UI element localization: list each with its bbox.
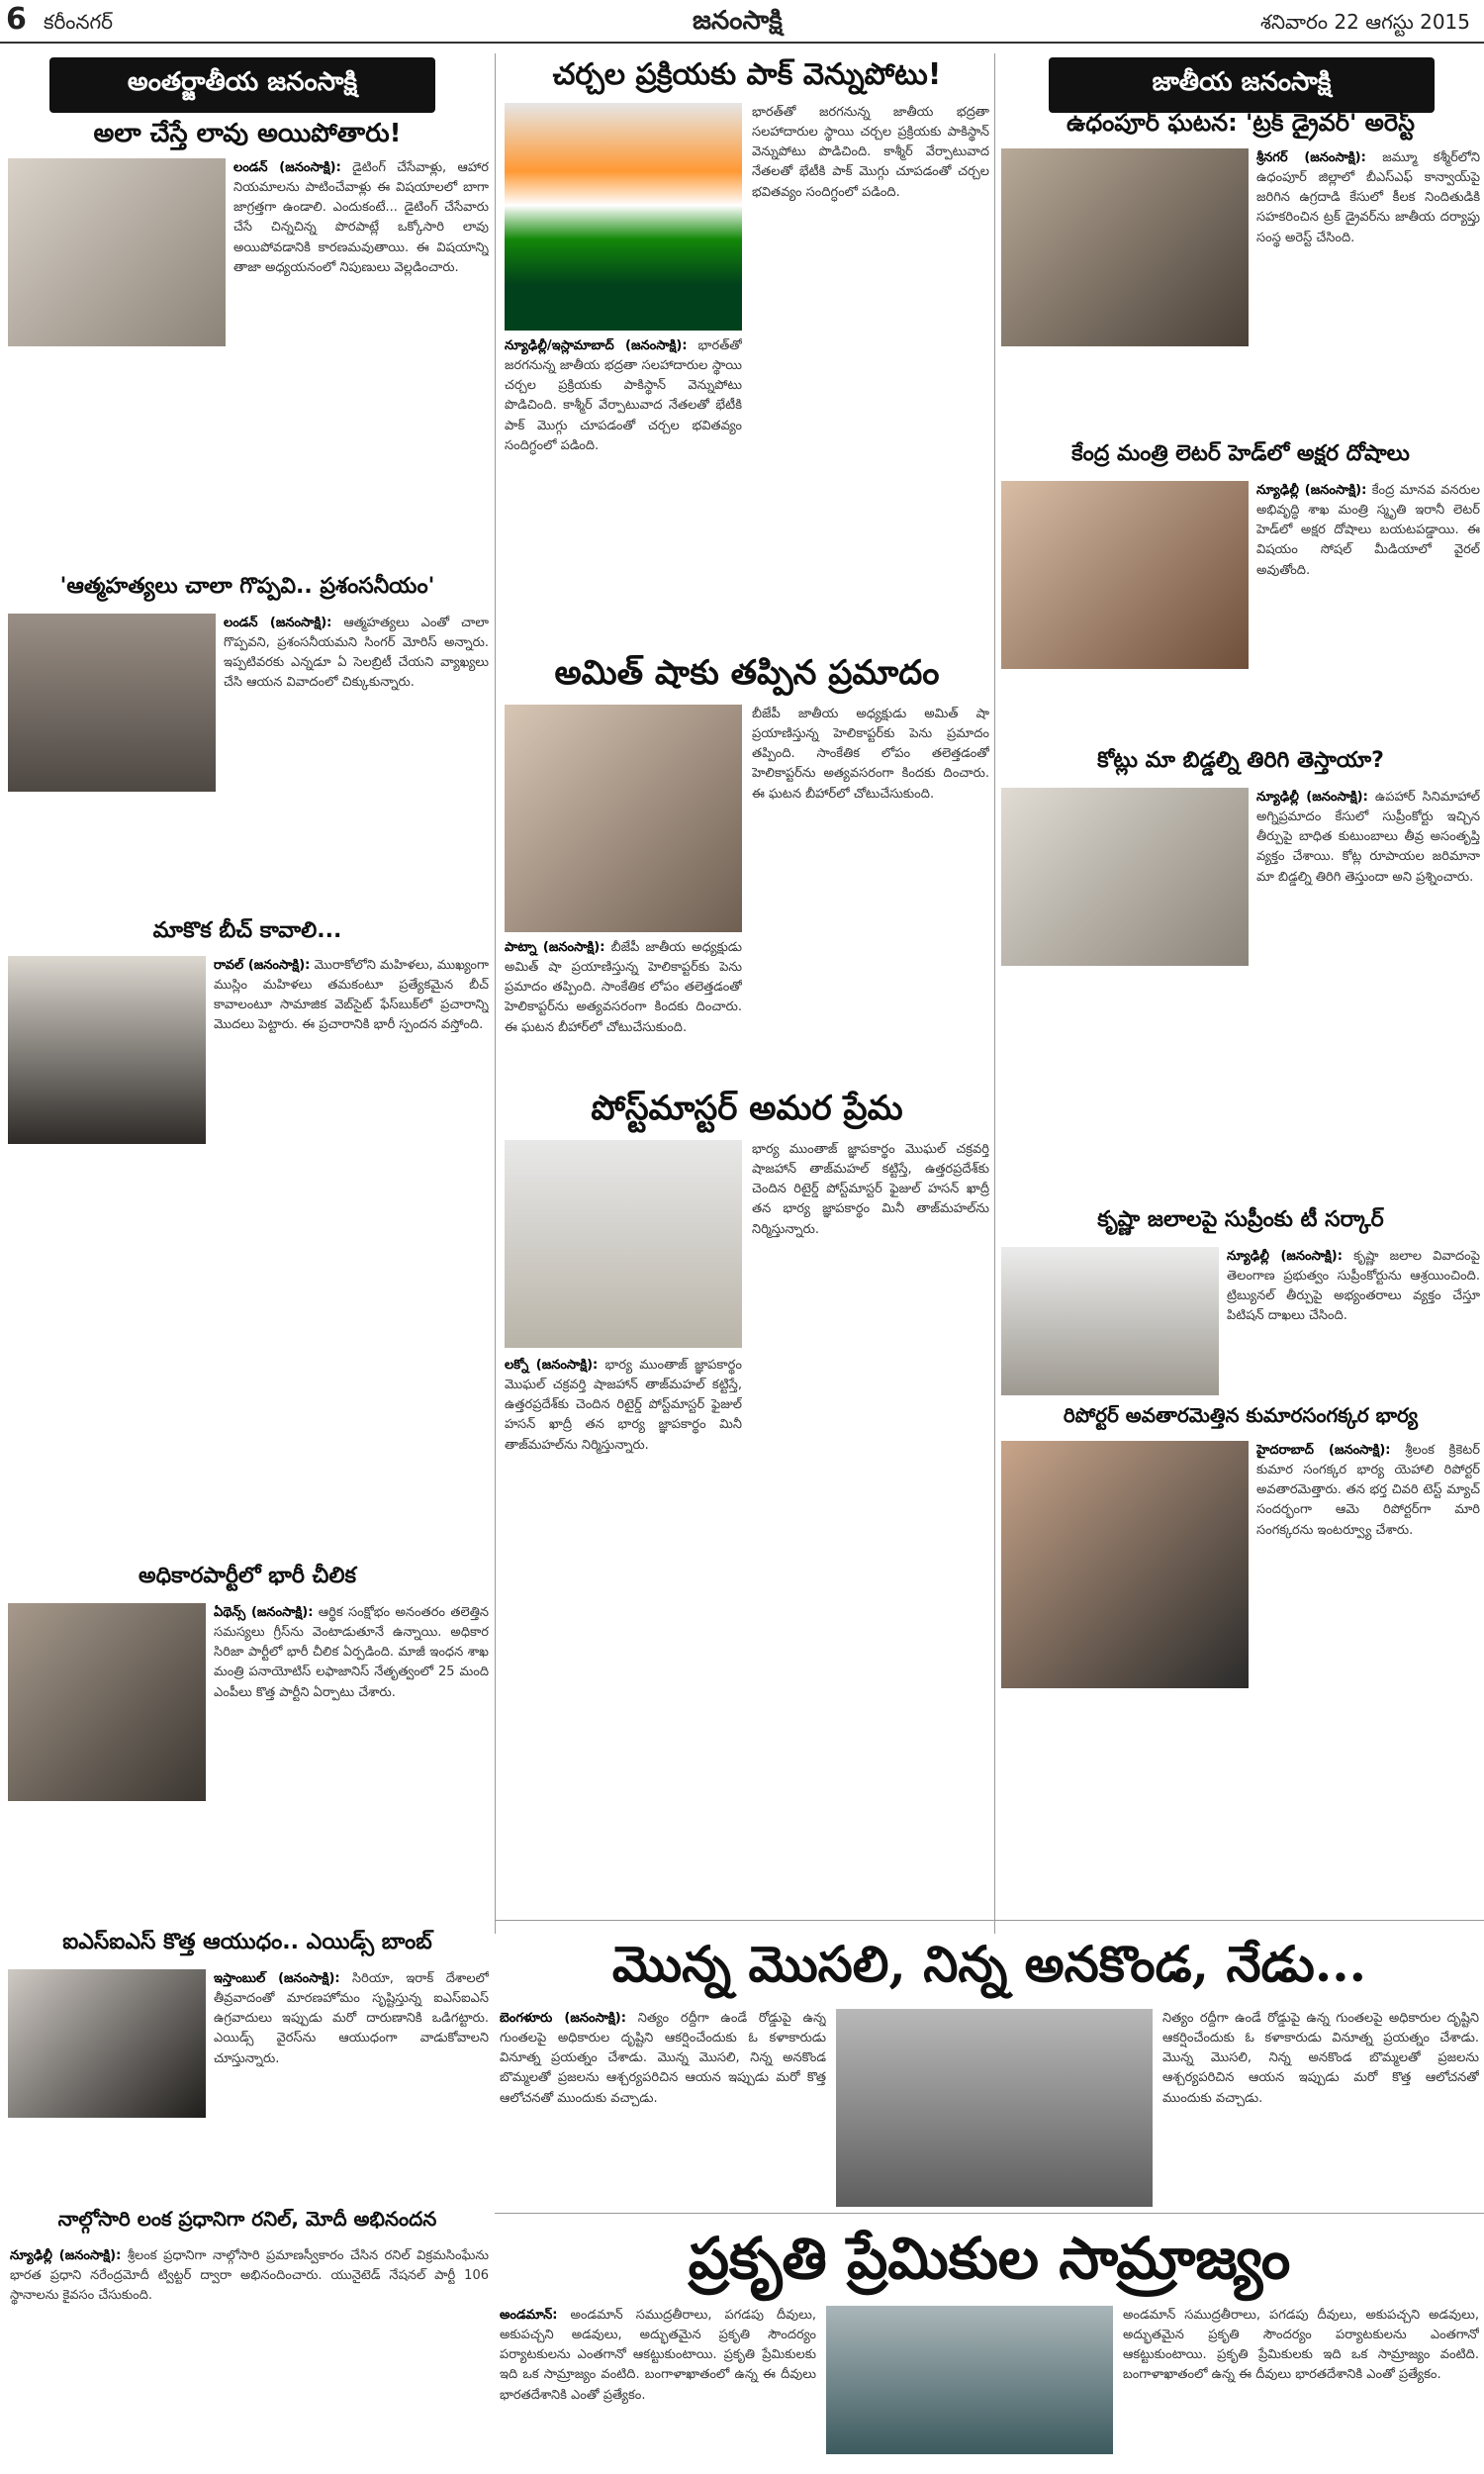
article-body-continued: భారత్‌తో జరగనున్న జాతీయ భద్రతా సలహాదారుల స్థాయి చర్చల ప్రక్రియకు పాకిస్థాన్ వెన్నుపోటు పొడిచింది. కాశ్మీర్ వేర్పాటువాద నేతలతో భేటీకి పాక్ మొగ్గు చూపడంతో చర్చల భవితవ్యం సందిగ్ధంలో పడింది. [752,105,989,200]
dateline: ఇస్తాంబుల్ (జనంసాక్షి): [214,1971,340,1986]
article-photo [1001,788,1249,966]
taj-photo [505,1140,742,1348]
article-headline: కోట్లు మా బిడ్డల్ని తిరిగి తెస్తాయా? [1097,748,1384,773]
feature-photo [826,2306,1113,2454]
dateline: బెంగళూరు (జనంసాక్షి): [500,2011,626,2026]
dateline: న్యూఢిల్లీ (జనంసాక్షి): [1256,790,1368,805]
article-body: లక్నో (జనంసాక్షి): భార్య ముంతాజ్ జ్ఞాపకార్థం మొఘల్ చక్రవర్తి షాజహాన్ తాజ్‌మహల్ కట్టిస్తే, ఉత్తరప్రదేశ్‌కు చెందిన రిటైర్డ్ పోస్ట్‌మాస్టర్ ఫైజుల్ హసన్ ఖాద్రీ తన భార్య జ్ఞాపకార్థం మినీ తాజ్‌మహల్‌ను నిర్మిస్తున్నారు. [505,1358,742,1453]
article-headline: కృష్ణా జలాలపై సుప్రీంకు టీ సర్కార్ [1097,1207,1384,1232]
article-headline: మాకొక బీచ్ కావాలి... [152,918,342,943]
article-body: న్యూఢిల్లీ/ఇస్లామాబాద్ (జనంసాక్షి): భారత్‌తో జరగనున్న జాతీయ భద్రతా సలహాదారుల స్థాయి చర్చల ప్రక్రియకు పాకిస్థాన్ వెన్నుపోటు పొడిచింది. కాశ్మీర్ వేర్పాటువాద నేతలతో భేటీకి పాక్ మొగ్గు చూపడంతో చర్చల భవితవ్యం సందిగ్ధంలో పడింది. [505,338,742,453]
article-body: న్యూఢిల్లీ (జనంసాక్షి): ఉపహార్ సినిమాహాల్ అగ్నిప్రమాదం కేసులో సుప్రీంకోర్టు ఇచ్చిన తీర్పుపై బాధిత కుటుంబాలు తీవ్ర అసంతృప్తి వ్యక్తం చేశాయి. కోట్ల రూపాయల జరిమానా మా బిడ్డల్ని తిరిగి తెస్తుందా అని ప్రశ్నించారు. [1256,790,1480,885]
column-rule [495,53,496,1934]
article-headline: అలా చేస్తే లావు అయిపోతారు! [93,119,402,148]
masthead [0,0,1484,44]
article-photo [1001,1247,1219,1395]
article-body-continued: బీజేపీ జాతీయ అధ్యక్షుడు అమిత్ షా ప్రయాణిస్తున్న హెలికాప్టర్‌కు పెను ప్రమాదం తప్పింది. సాంకేతిక లోపం తలెత్తడంతో హెలికాప్టర్‌ను అత్యవసరంగా కిందకు దించారు. ఈ ఘటన బీహార్‌లో చోటుచేసుకుంది. [752,707,989,802]
dateline: లక్నో (జనంసాక్షి): [505,1358,599,1373]
dateline: న్యూఢిల్లీ (జనంసాక్షి): [1256,483,1367,498]
article-headline: చర్చల ప్రక్రియకు పాక్ వెన్నుపోటు! [552,57,942,92]
article-body: లండన్ (జనంసాక్షి): డైటింగ్ చేసేవాళ్లు, ఆహార నియమాలను పాటించేవాళ్లు ఈ విషయాలలో బాగా జాగ్రత్తగా ఉండాలి. ఎందుకంటే... డైటింగ్ చేసేవారు చేసే చిన్నచిన్న పొరపాట్లే ఒక్కోసారి లావు అయిపోవడానికి కారణమవుతాయి. ఈ విషయాన్ని తాజా అధ్యయనంలో నిపుణులు వెల్లడించారు. [233,160,489,275]
dateline: న్యూఢిల్లీ (జనంసాక్షి): [10,2248,122,2263]
article-headline: ఉధంపూర్ ఘటన: 'ట్రక్ డ్రైవర్' అరెస్ట్ [1067,109,1415,137]
paper-logo: జనంసాక్షి [693,6,783,36]
article-headline: 'ఆత్మహత్యలు చాలా గొప్పవి.. ప్రశంసనీయం' [59,574,435,599]
section-rule [495,1920,1484,1921]
article-body: పాట్నా (జనంసాక్షి): బీజేపీ జాతీయ అధ్యక్షుడు అమిత్ షా ప్రయాణిస్తున్న హెలికాప్టర్‌కు పెను ప్రమాదం తప్పింది. సాంకేతిక లోపం తలెత్తడంతో హెలికాప్టర్‌ను అత్యవసరంగా కిందకు దించారు. ఈ ఘటన బీహార్‌లో చోటుచేసుకుంది. [505,940,742,1035]
article-photo [8,614,216,792]
article-headline: అమిత్ షాకు తప్పిన ప్రమాదం [554,653,940,693]
article-headline: అధికారపార్టీలో భారీ చీలిక [138,1564,357,1588]
flags-photo [505,103,742,331]
article-headline: రిపోర్టర్ అవతారమెత్తిన కుమారసంగక్కర భార్య [1063,1403,1419,1427]
article-headline: పోస్ట్‌మాస్టర్ అమర ప్రేమ [591,1089,903,1128]
dateline: న్యూఢిల్లీ (జనంసాక్షి): [1227,1249,1343,1264]
article-body: లండన్ (జనంసాక్షి): ఆత్మహత్యలు ఎంతో చాలా గొప్పవని, ప్రశంసనీయమని సింగర్ మోరిస్ అన్నారు. ఇప్పటివరకు ఎన్నడూ ఏ సెలబ్రిటీ చేయని వ్యాఖ్యలు చేసి ఆయన వివాదంలో చిక్కుకున్నారు. [224,616,489,691]
dateline: పాట్నా (జనంసాక్షి): [505,940,605,955]
article-headline: నాల్గోసారి లంక ప్రధానిగా రనిల్, మోదీ అభినందన [57,2207,437,2231]
article-photo [8,1603,206,1801]
feature-headline: ప్రకృతి ప్రేమికుల సామ్రాజ్యం [688,2225,1291,2292]
dateline: ఏథెన్స్ (జనంసాక్షి): [214,1605,314,1620]
dateline: శ్రీనగర్ (జనంసాక్షి): [1256,150,1366,165]
article-body-continued: అండమాన్ సముద్రతీరాలు, పగడపు దీవులు, అకుపచ్చని అడవులు, అద్భుతమైన ప్రకృతి సౌందర్యం పర్యాటకులను ఎంతగానో ఆకట్టుకుంటాయి. ప్రకృతి ప్రేమికులకు ఇది ఒక సామ్రాజ్యం వంటిది. బంగాళాఖాతంలో ఉన్న ఈ దీవులు భారతదేశానికి ఎంతో ప్రత్యేకం. [1123,2308,1479,2383]
article-body: ఏథెన్స్ (జనంసాక్షి): ఆర్థిక సంక్షోభం అనంతరం తలెత్తిన సమస్యలు గ్రీస్‌ను వెంటాడుతూనే ఉన్నాయి. అధికార సిరిజా పార్టీలో భారీ చీలిక ఏర్పడింది. మాజీ ఇంధన శాఖ మంత్రి పనాయోటిస్ లఫాజానిస్ నేతృత్వంలో 25 మంది ఎంపీలు కొత్త పార్టీని ఏర్పాటు చేశారు. [214,1605,489,1700]
section-name: కరీంనగర్ [44,10,113,34]
article-photo [1001,1441,1249,1688]
portrait-photo [505,705,742,932]
article-body: న్యూఢిల్లీ (జనంసాక్షి): కేంద్ర మానవ వనరుల అభివృద్ధి శాఖ మంత్రి స్మృతి ఇరానీ లెటర్ హెడ్‌లో అక్షర దోషాలు బయటపడ్డాయి. ఈ విషయం సోషల్ మీడియాలో వైరల్ అవుతోంది. [1256,483,1480,578]
issue-date: శనివారం 22 ఆగస్టు 2015 [1260,10,1470,34]
article-photo [1001,481,1249,669]
article-body: న్యూఢిల్లీ (జనంసాక్షి): శ్రీలంక ప్రధానిగా నాల్గోసారి ప్రమాణస్వీకారం చేసిన రనిల్ విక్రమసింఘేను భారత ప్రధాని నరేంద్రమోదీ ట్విట్టర్ ద్వారా అభినందించారు. యునైటెడ్ నేషనల్ పార్టీ 106 స్థానాలను కైవసం చేసుకుంది. [10,2248,489,2304]
article-body: ఇస్తాంబుల్ (జనంసాక్షి): సిరియా, ఇరాక్ దేశాలలో తీవ్రవాదంతో మారణహోమం సృష్టిస్తున్న ఐఎస్ఐఎస్ ఉగ్రవాదులు ఇప్పుడు మరో దారుణానికి ఒడిగట్టారు. ఎయిడ్స్ వైరస్‌ను ఆయుధంగా వాడుకోవాలని చూస్తున్నారు. [214,1971,489,2066]
article-body: అండమాన్: అండమాన్ సముద్రతీరాలు, పగడపు దీవులు, అకుపచ్చని అడవులు, అద్భుతమైన ప్రకృతి సౌందర్యం పర్యాటకులను ఎంతగానో ఆకట్టుకుంటాయి. ప్రకృతి ప్రేమికులకు ఇది ఒక సామ్రాజ్యం వంటిది. బంగాళాఖాతంలో ఉన్న ఈ దీవులు భారతదేశానికి ఎంతో ప్రత్యేకం. [500,2308,816,2403]
dateline: హైదరాబాద్ (జనంసాక్షి): [1256,1443,1391,1458]
article-body-continued: భార్య ముంతాజ్ జ్ఞాపకార్థం మొఘల్ చక్రవర్తి షాజహాన్ తాజ్‌మహల్ కట్టిస్తే, ఉత్తరప్రదేశ్‌కు చెందిన రిటైర్డ్ పోస్ట్‌మాస్టర్ ఫైజుల్ హసన్ ఖాద్రీ తన భార్య జ్ఞాపకార్థం మినీ తాజ్‌మహల్‌ను నిర్మిస్తున్నారు. [752,1142,989,1237]
article-body: న్యూఢిల్లీ (జనంసాక్షి): కృష్ణా జలాల వివాదంపై తెలంగాణ ప్రభుత్వం సుప్రీంకోర్టును ఆశ్రయించింది. ట్రిబ్యునల్ తీర్పుపై అభ్యంతరాలు వ్యక్తం చేస్తూ పిటిషన్ దాఖలు చేసింది. [1227,1249,1480,1324]
national-banner: జాతీయ జనంసాక్షి [1049,57,1435,113]
article-headline: కేంద్ర మంత్రి లెటర్ హెడ్‌లో అక్షర దోషాలు [1071,441,1410,466]
dateline: న్యూఢిల్లీ/ఇస్లామాబాద్ (జనంసాక్షి): [505,338,688,353]
article-photo [8,956,206,1144]
article-body: హైదరాబాద్ (జనంసాక్షి): శ్రీలంక క్రికెటర్ కుమార సంగక్కర భార్య యెహాలి రిపోర్టర్ అవతారమెత్తారు. తన భర్త చివరి టెస్ట్ మ్యాచ్ సందర్భంగా ఆమె రిపోర్టర్‌గా మారి సంగక్కరను ఇంటర్వ్యూ చేశారు. [1256,1443,1480,1538]
article-body: బెంగళూరు (జనంసాక్షి): నిత్యం రద్దీగా ఉండే రోడ్డుపై ఉన్న గుంతలపై అధికారుల దృష్టిని ఆకర్షించేందుకు ఓ కళాకారుడు వినూత్న ప్రయత్నం చేశాడు. మొన్న మొసలి, నిన్న అనకొండ బొమ్మలతో ప్రజలను ఆశ్చర్యపరిచిన ఆయన ఇప్పుడు మరో కొత్త ఆలోచనతో ముందుకు వచ్చాడు. [500,2011,826,2106]
column-rule [994,53,995,1934]
article-photo [8,1969,206,2118]
article-headline: ఐఎస్ఐఎస్ కొత్త ఆయుధం.. ఎయిడ్స్ బాంబ్ [62,1930,432,1954]
article-body-continued: నిత్యం రద్దీగా ఉండే రోడ్డుపై ఉన్న గుంతలపై అధికారుల దృష్టిని ఆకర్షించేందుకు ఓ కళాకారుడు వినూత్న ప్రయత్నం చేశాడు. మొన్న మొసలి, నిన్న అనకొండ బొమ్మలతో ప్రజలను ఆశ్చర్యపరిచిన ఆయన ఇప్పుడు మరో కొత్త ఆలోచనతో ముందుకు వచ్చాడు. [1162,2011,1479,2106]
dateline: లండన్ (జనంసాక్షి): [233,160,341,175]
article-photo [8,158,226,346]
dateline: రావల్ (జనంసాక్షి): [214,958,311,973]
page-number: 6 [6,2,27,37]
dateline: అండమాన్: [500,2308,558,2323]
dateline: లండన్ (జనంసాక్షి): [224,616,332,630]
section-rule [495,2213,1484,2214]
feature-headline: మొన్న మొసలి, నిన్న అనకొండ, నేడు... [611,1935,1367,1993]
article-body: శ్రీనగర్ (జనంసాక్షి): జమ్మూ కశ్మీర్‌లోని ఉధంపూర్ జిల్లాలో బీఎస్ఎఫ్ కాన్వాయ్‌పై జరిగిన ఉగ్రదాడి కేసులో కీలక నిందితుడికి సహకరించిన ట్రక్ డ్రైవర్‌ను జాతీయ దర్యాప్తు సంస్థ అరెస్ట్ చేసింది. [1256,150,1480,245]
international-banner: అంతర్జాతీయ జనంసాక్షి [49,57,435,113]
feature-photo [836,2009,1153,2207]
article-photo [1001,148,1249,346]
article-body: రావల్ (జనంసాక్షి): మొరాకోలోని మహిళలు, ముఖ్యంగా ముస్లిం మహిళలు తమకంటూ ప్రత్యేకమైన బీచ్ కావాలంటూ సామాజిక వెబ్‌సైట్ ఫేస్‌బుక్‌లో ప్రచారాన్ని మొదలు పెట్టారు. ఈ ప్రచారానికి భారీ స్పందన వస్తోంది. [214,958,489,1033]
